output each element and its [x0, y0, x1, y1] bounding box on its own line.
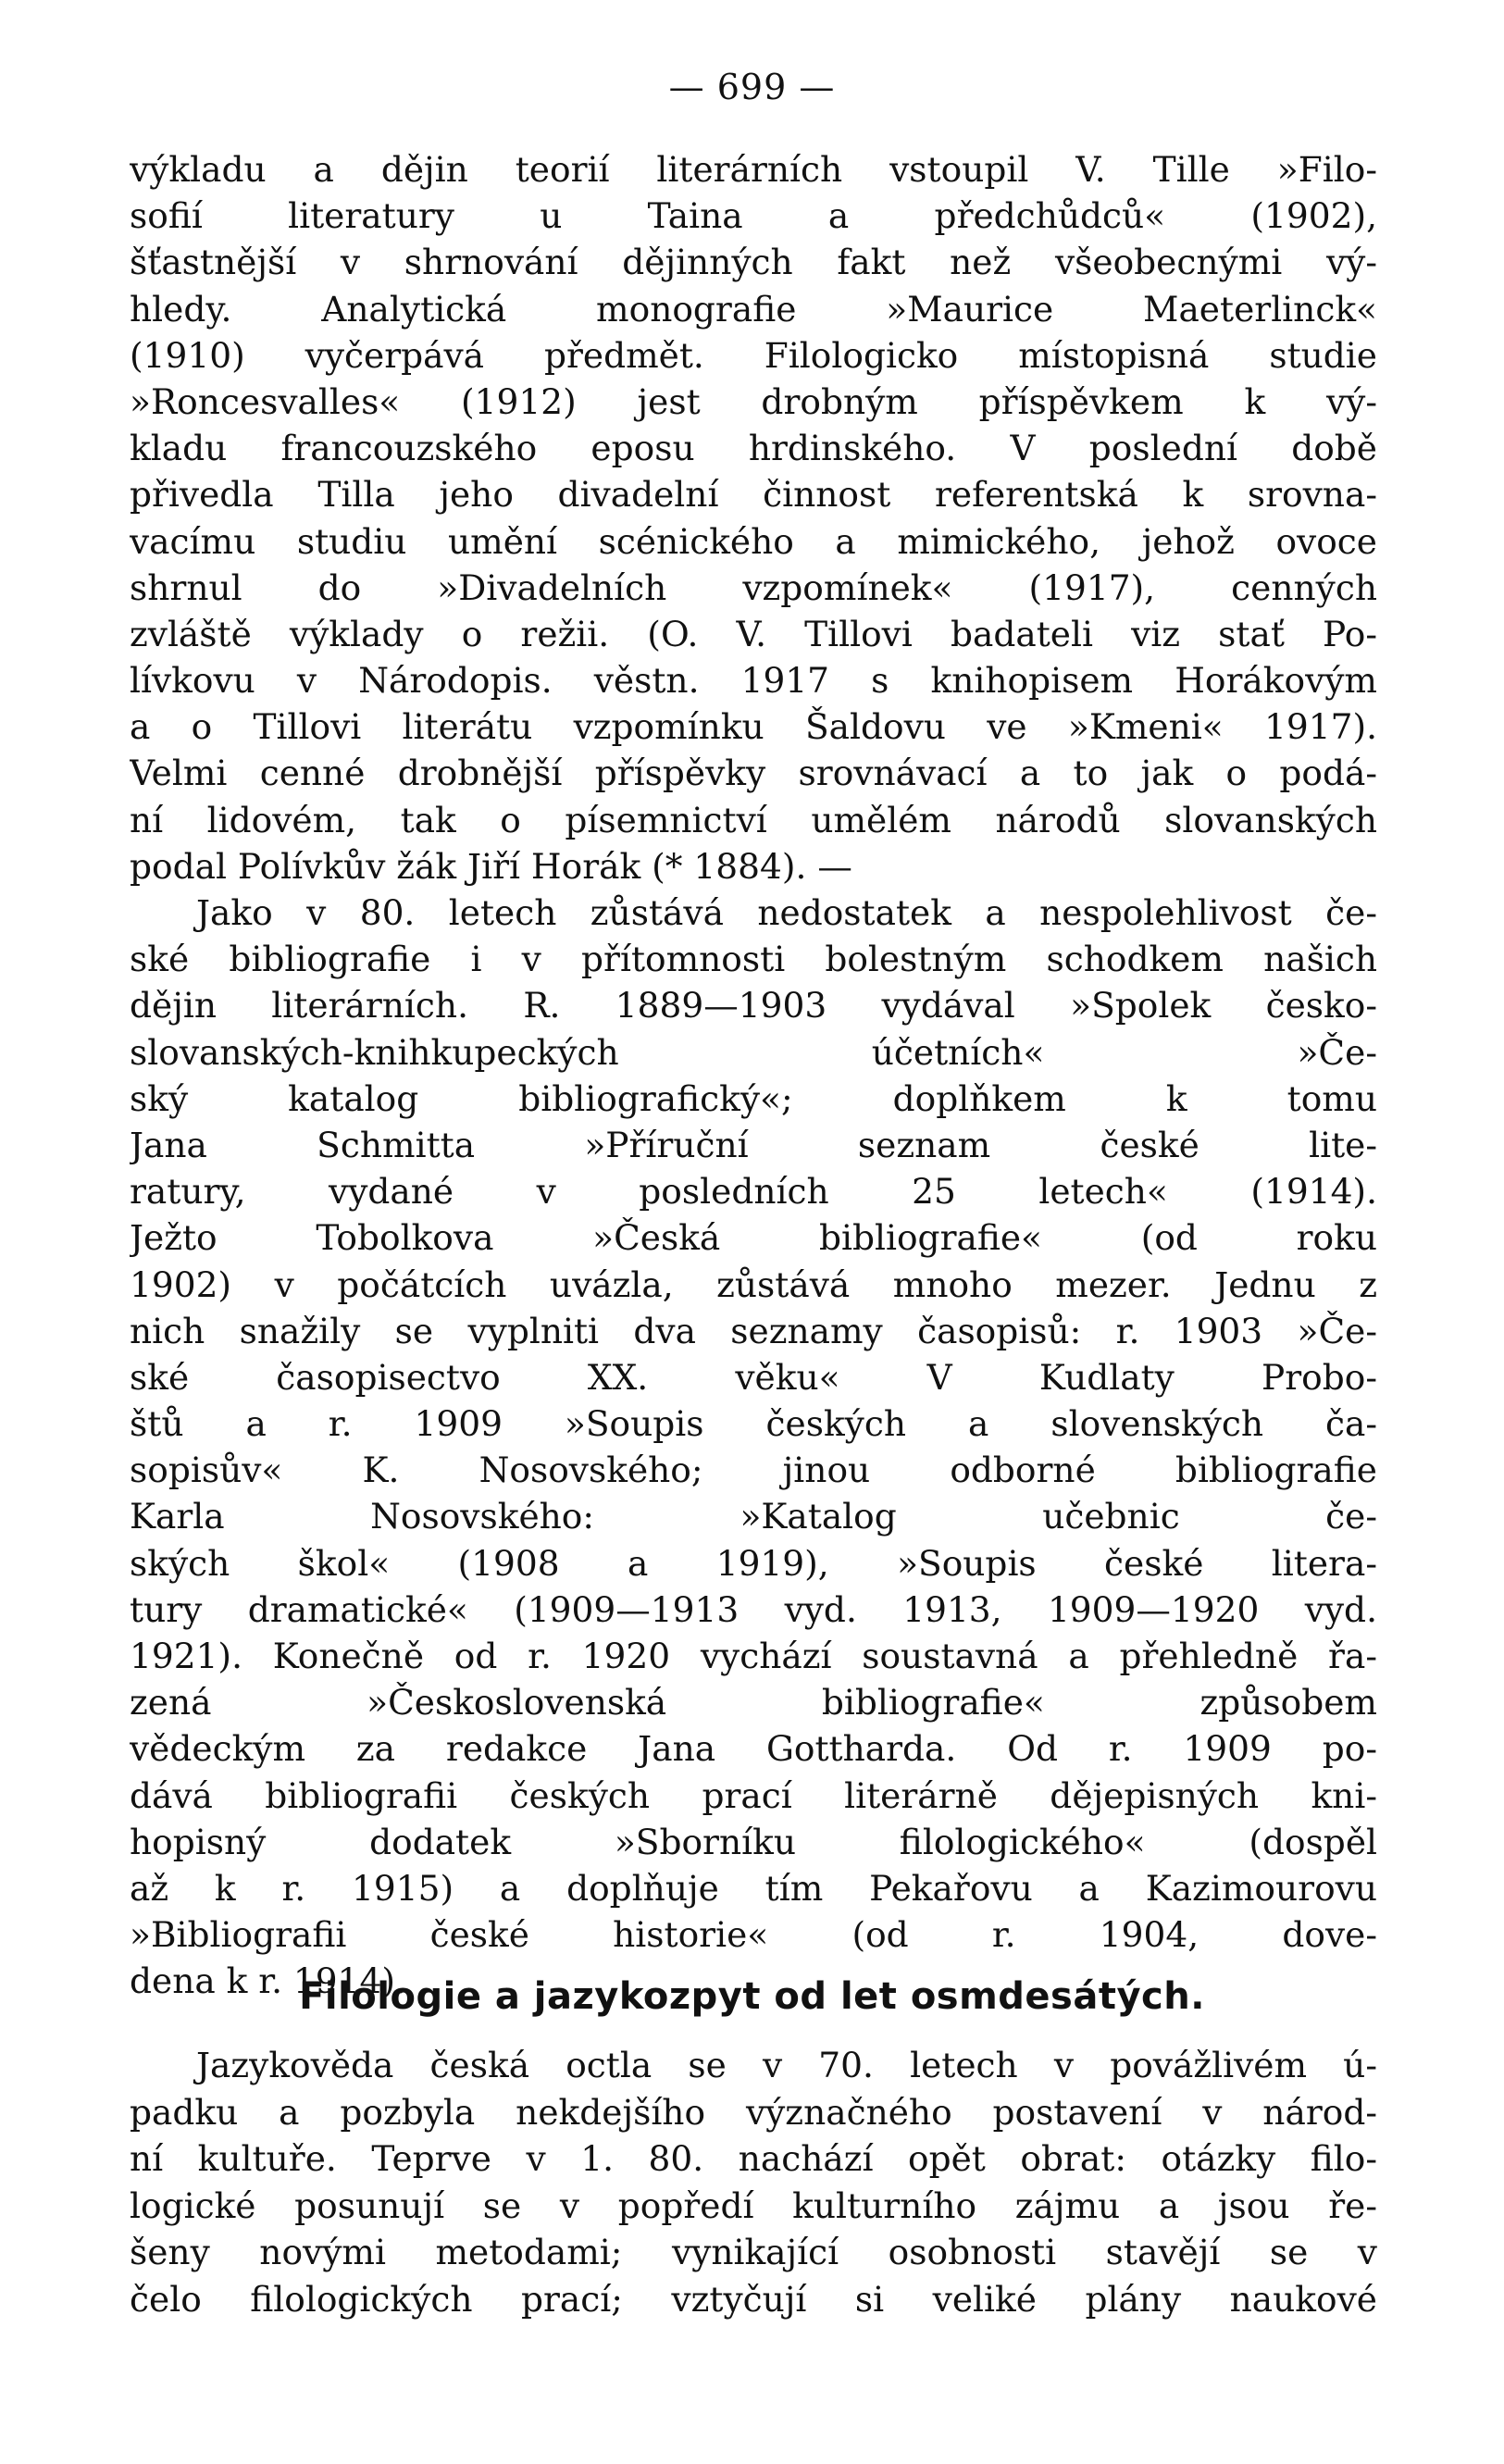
- text-line: tury dramatické« (1909—1913 vyd. 1913, 1909—1920 vyd.: [130, 1588, 1377, 1630]
- text-line: Karla Nosovského: »Katalog učebnic če-: [130, 1496, 1377, 1537]
- text-line: 1921). Konečně od r. 1920 vychází soustavná a přehledně řa-: [130, 1636, 1377, 1676]
- text-line: nich snažily se vyplniti dva seznamy časopisů: r. 1903 »Če-: [130, 1310, 1377, 1351]
- text-line: podal Polívkův žák Jiří Horák (* 1884). —: [130, 845, 852, 887]
- text-line: hopisný dodatek »Sborníku filologického« (dospěl: [130, 1821, 1377, 1862]
- text-line: až k r. 1915) a doplňuje tím Pekařovu a Kazimourovu: [130, 1867, 1377, 1909]
- text-line: Jako v 80. letech zůstává nedostatek a nespolehlivost če-: [196, 892, 1377, 933]
- text-line: ní kultuře. Teprve v 1. 80. nachází opět obrat: otázky filo-: [130, 2138, 1377, 2179]
- text-line: logické posunují se v popředí kulturního zájmu a jsou ře-: [130, 2184, 1377, 2226]
- text-line: sopisův« K. Nosovského; jinou odborné bibliografie: [130, 1450, 1377, 1491]
- text-line: zvláště výklady o režii. (O. V. Tillovi badateli viz stať Po-: [130, 613, 1377, 654]
- text-line: hledy. Analytická monografie »Maurice Maeterlinck«: [130, 288, 1377, 330]
- text-line: Jana Schmitta »Příruční seznam české lite-: [130, 1124, 1377, 1165]
- text-line: Ježto Tobolkova »Česká bibliografie« (od roku: [130, 1217, 1377, 1259]
- paragraph: [130, 2042, 1377, 2322]
- text-line: 1902) v počátcích uvázla, zůstává mnoho mezer. Jednu z: [130, 1263, 1377, 1305]
- text-line: přivedla Tilla jeho divadelní činnost referentská k srovna-: [130, 474, 1377, 516]
- text-line: vacímu studiu umění scénického a mimického, jehož ovoce: [130, 520, 1377, 562]
- text-line: kladu francouzského eposu hrdinského. V poslední době: [130, 428, 1377, 469]
- page-number: — 699 —: [668, 67, 836, 107]
- text-line: ratury, vydané v posledních 25 letech« (1914).: [130, 1171, 1377, 1213]
- main-text: [130, 146, 1377, 2005]
- text-line: čelo filologických prací; vztyčují si veliké plány naukové: [130, 2278, 1377, 2320]
- text-line: padku a pozbyla nekdejšího význačného postavení v národ-: [130, 2091, 1377, 2133]
- text-line: ské časopisectvo XX. věku« V Kudlaty Probo-: [130, 1356, 1377, 1398]
- section-heading: Filologie a jazykozpyt od let osmdesátých.: [299, 1975, 1205, 2018]
- text-line: zená »Československá bibliografie« způsobem: [130, 1682, 1377, 1724]
- text-line: vědeckým za redakce Jana Gottharda. Od r. 1909 po-: [130, 1728, 1377, 1770]
- paragraph: [130, 146, 1377, 890]
- text-line: ský katalog bibliografický«; doplňkem k tomu: [130, 1077, 1377, 1119]
- text-line: dává bibliografii českých prací literárně dějepisných kni-: [130, 1774, 1377, 1816]
- text-line: a o Tillovi literátu vzpomínku Šaldovu ve »Kmeni« 1917).: [130, 706, 1377, 748]
- text-line: ské bibliografie i v přítomnosti bolestným schodkem našich: [130, 939, 1377, 980]
- text-line: dena k r. 1914).: [130, 1960, 406, 2002]
- text-line: shrnul do »Divadelních vzpomínek« (1917), cenných: [130, 566, 1377, 608]
- paragraph: [130, 890, 1377, 2005]
- text-line: šeny novými metodami; vynikající osobnosti stavějí se v: [130, 2232, 1377, 2272]
- section-text: [130, 2042, 1377, 2322]
- text-line: »Roncesvalles« (1912) jest drobným příspěvkem k vý-: [130, 380, 1377, 422]
- text-line: štů a r. 1909 »Soupis českých a slovenských ča-: [130, 1403, 1377, 1445]
- text-line: lívkovu v Národopis. věstn. 1917 s knihopisem Horákovým: [130, 660, 1377, 702]
- text-line: (1910) vyčerpává předmět. Filologicko místopisná studie: [130, 334, 1377, 376]
- text-line: ní lidovém, tak o písemnictví umělém národů slovanských: [130, 799, 1377, 840]
- text-line: »Bibliografii české historie« (od r. 1904, dove-: [130, 1914, 1377, 1956]
- text-line: ských škol« (1908 a 1919), »Soupis české litera-: [130, 1542, 1377, 1584]
- text-line: výkladu a dějin teorií literárních vstoupil V. Tille »Filo-: [130, 149, 1377, 190]
- text-line: sofií literatury u Taina a předchůdců« (1902),: [130, 195, 1377, 237]
- text-line: dějin literárních. R. 1889—1903 vydával »Spolek česko-: [130, 985, 1377, 1027]
- text-line: slovanských-knihkupeckých účetních« »Če-: [130, 1031, 1377, 1073]
- text-line: šťastnější v shrnování dějinných fakt než všeobecnými vý-: [130, 242, 1377, 283]
- text-line: Velmi cenné drobnější příspěvky srovnávací a to jak o podá-: [130, 753, 1377, 794]
- text-line: Jazykověda česká octla se v 70. letech v povážlivém ú-: [196, 2045, 1377, 2085]
